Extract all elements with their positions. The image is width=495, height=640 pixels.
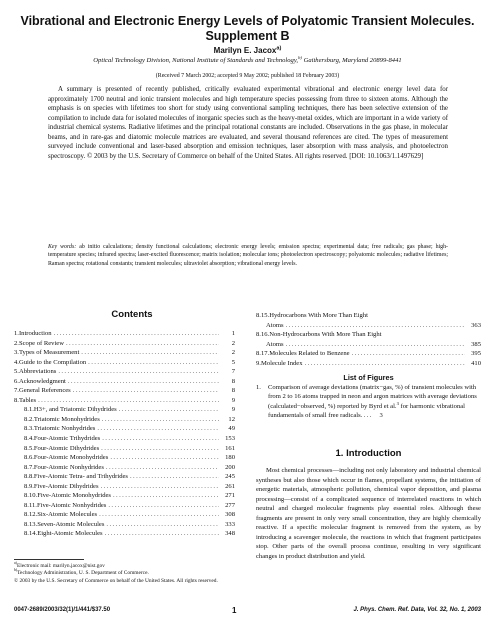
toc-entry-page: 12 — [228, 415, 235, 423]
toc-entry-number: 4. — [14, 358, 19, 366]
toc-entry-number: 8.16. — [256, 331, 270, 339]
toc-entry — [14, 529, 235, 539]
toc-entry-page: 261 — [225, 482, 235, 490]
affiliation-location: Gaithersburg, Maryland 20899-8441 — [301, 57, 402, 64]
contents-heading: Contents — [111, 309, 153, 320]
toc-entry-label: Hydrocarbons With More Than Eight — [269, 312, 368, 319]
toc-entry — [14, 339, 235, 349]
toc-entry-label: Five-Atomic Dihydrides — [33, 482, 99, 490]
toc-leader-dots — [58, 367, 219, 377]
toc-entry — [14, 405, 235, 415]
toc-entry-page: 395 — [471, 350, 481, 358]
toc-entry — [256, 359, 481, 369]
introduction-text: Most chemical processes—including not only laboratory and industrial chemical syntheses but also those which occur in flames, propellant systems, the initiation of energetic materials, atmospheric pollution, chemical vapor deposition, and plasma processing—consist of a complicated sequence of interrelated reactions in which neutral and charged molecular fragments play essential roles. Although these fragments are present in only very small concentration, they are highly chemically reactive. If a specific molecular fragment is removed from the system, as by introducing a scavenger molecule, the reactions in which that fragment participates stop. Other parts of the overall process continue, resulting in very significant changes in product distribution and yield. — [256, 467, 481, 560]
keywords — [48, 243, 448, 268]
introduction-heading: 1. Introduction — [335, 448, 402, 459]
affiliation-superscript: b) — [298, 54, 302, 60]
abstract — [48, 85, 448, 161]
toc-entry-label: Scope of Review — [18, 339, 64, 347]
copyright-line: © 2003 by the U.S. Secretary of Commerce on behalf of the United States. All rights reserved. — [86, 152, 348, 160]
keywords-text: ab initio calculations; density functional calculations; electronic energy levels; emission spectra; experimental data; free radicals; gas phase; high-temperature species; infrared spectra; laser-excited fluorescence; matrix isolation; molecular ions; photoelectron spectroscopy; polyatomic molecules; radiative lifetimes; Raman spectra; rotational constants; transient molecules; ultraviolet absorption; vibrational energy levels. — [48, 244, 448, 267]
toc-leader-dots — [119, 405, 219, 415]
toc-entry-label: Five-Atomic Tetra- and Trihydrides — [33, 473, 128, 481]
toc-entry-number: 5. — [14, 368, 19, 376]
toc-entry-number: 8.11. — [24, 501, 37, 509]
toc-entry-number: 8.14. — [24, 530, 38, 538]
toc-entry — [14, 415, 235, 425]
table-of-contents-right — [256, 311, 481, 368]
toc-leader-dots — [105, 529, 219, 539]
toc-entry-label: Five-Atomic Nonhydrides — [36, 501, 107, 509]
toc-entry-page: 348 — [225, 530, 235, 538]
toc-entry-number: 8.1. — [24, 406, 34, 414]
toc-entry — [14, 520, 235, 530]
toc-leader-dots — [286, 321, 465, 331]
toc-entry-page: 1 — [231, 330, 235, 337]
toc-entry-page: 271 — [225, 492, 235, 500]
toc-entry-number: 8.15. — [256, 312, 270, 319]
toc-entry — [256, 340, 481, 350]
toc-leader-dots — [106, 463, 219, 473]
footnote-email: $^{a)}$Electronic mail: marilyn.jacox@nist.gov — [14, 561, 105, 569]
figure-page: 3 — [379, 412, 383, 420]
toc-entry-number: 8.6. — [24, 454, 34, 462]
toc-entry — [14, 491, 235, 501]
toc-entry-number: 8.3. — [24, 425, 34, 433]
toc-entry — [14, 444, 235, 454]
toc-entry-number: 8.7. — [24, 463, 34, 471]
toc-entry-page: 308 — [225, 511, 235, 519]
footer-issn: 0047-2689/2003/32(1)/1/441/$37.50 — [14, 607, 111, 613]
toc-entry-page: 161 — [225, 444, 235, 452]
toc-entry — [14, 463, 235, 473]
toc-entry-page: 200 — [225, 463, 235, 471]
toc-entry-label: Abbreviations — [18, 368, 57, 376]
toc-leader-dots — [54, 329, 219, 339]
keywords-label: Key words: — [48, 244, 77, 250]
toc-entry — [14, 472, 235, 482]
toc-entry-label: Four-Atomic Trihydrides — [33, 435, 101, 443]
abstract-text: A summary is presented of recently published, critically evaluated experimental vibrational and electronic energy level data for approximately 1700 neutral and ionic transient molecules and high temperature species possessing from three to sixteen atoms. Although the emphasis is on species with lifetimes too short for study using conventional sampling techniques, there has been selective extension of the compilation to include data for isolated molecules of inorganic species such as the heavy-metal oxides, which are important in a wide variety of industrial chemical systems. Radiative lifetimes and the principal rotational constants are included. Observations in the gas phase, in molecular beams, and in rare-gas and diatomic molecule matrices are evaluated, and several thousand references are cited. The types of measurement surveyed include conventional and laser-based absorption and emission techniques, laser absorption with mass analysis, and photoelectron spectroscopy. — [48, 86, 448, 160]
toc-entry-label: Non-Hydrocarbons With More Than Eight — [269, 331, 382, 339]
figure-ref: 3 — [396, 400, 399, 406]
toc-leader-dots — [88, 358, 219, 368]
toc-entry-number: 8.4. — [24, 435, 34, 443]
toc-entry-number: 8.13. — [24, 520, 38, 528]
toc-entry-page: 333 — [225, 520, 235, 528]
toc-entry-label: Types of Measurement — [18, 349, 80, 357]
toc-entry-page: 7 — [231, 368, 235, 376]
toc-entry-label: Molecules Related to Benzene — [269, 350, 350, 358]
toc-leader-dots — [81, 348, 219, 358]
toc-leader-dots — [102, 434, 219, 444]
toc-entry-number: 8.12. — [24, 511, 38, 519]
affiliation-text: Optical Technology Division, National Institute of Standards and Technology, — [93, 57, 299, 64]
footnote-rule — [14, 559, 84, 560]
toc-entry — [14, 424, 235, 434]
toc-entry-label: Seven-Atomic Molecules — [37, 520, 105, 528]
toc-entry-number: 2. — [14, 339, 19, 347]
toc-entry — [256, 349, 481, 359]
table-of-contents-left — [14, 329, 235, 539]
toc-entry-number: 1. — [14, 330, 19, 337]
toc-entry-label: Introduction — [18, 330, 52, 337]
toc-entry-label: Four-Atomic Monohydrides — [33, 454, 109, 462]
toc-leader-dots — [66, 339, 219, 349]
toc-entry-label: Six-Atomic Molecules — [37, 511, 98, 519]
toc-leader-dots — [97, 424, 219, 434]
toc-leader-dots — [108, 501, 219, 511]
toc-entry — [14, 510, 235, 520]
toc-entry-label: Atoms — [266, 321, 284, 329]
toc-entry-number: 7. — [14, 387, 19, 395]
received-dates: (Received 7 March 2002; accepted 9 May 2002; published 18 February 2003) — [155, 73, 340, 79]
toc-entry — [256, 330, 481, 340]
toc-entry — [256, 311, 481, 321]
toc-entry-number: 3. — [14, 349, 19, 357]
toc-entry-label: H3+, and Triatomic Dihydrides — [33, 406, 117, 414]
toc-entry-label: Acknowledgment — [18, 377, 66, 385]
toc-leader-dots — [286, 340, 465, 350]
toc-entry-number: 8.9. — [24, 482, 34, 490]
toc-entry-label: Five-Atomic Monohydrides — [37, 492, 111, 500]
toc-entry-number: 8.8. — [24, 473, 34, 481]
footnotes — [14, 563, 239, 585]
figure-caption-end: for harmonic vibrational fundamentals of small free radicals — [268, 402, 466, 420]
author-name: Marilyn E. Jacox — [213, 46, 277, 55]
toc-entry-page: 245 — [225, 473, 235, 481]
toc-entry — [14, 501, 235, 511]
toc-entry-number: 6. — [14, 377, 19, 385]
toc-entry-label: Triatomic Nonhydrides — [33, 425, 96, 433]
toc-leader-dots — [68, 377, 219, 387]
toc-entry — [14, 453, 235, 463]
toc-entry — [256, 321, 481, 331]
toc-entry — [14, 386, 235, 396]
toc-entry-number: 9. — [256, 359, 261, 367]
toc-leader-dots — [130, 472, 219, 482]
list-of-figures: 1. Comparison of average deviations (matrix−gas, %) of transient molecules with from 2 to 16 atoms trapped in neon and argon matrices with average deviations (calculated−observed, %) reported by Byrd et al.$^3$ for harmonic vibrational fundamentals of small free radicals.... 3 — [256, 384, 477, 420]
toc-entry-page: 5 — [231, 358, 235, 366]
footer-page-number: 1 — [232, 606, 237, 615]
toc-leader-dots — [113, 491, 219, 501]
toc-entry-page: 8 — [231, 387, 235, 395]
affiliation — [20, 54, 475, 64]
toc-leader-dots — [101, 482, 219, 492]
toc-entry — [14, 482, 235, 492]
toc-entry-label: Molecule Index — [260, 359, 303, 367]
toc-entry-page: 277 — [225, 501, 235, 509]
toc-leader-dots — [110, 453, 219, 463]
toc-leader-dots — [352, 349, 465, 359]
figure-caption: Comparison of average deviations (matrix−gas, %) of transient molecules with from 2 to 16 atoms trapped in neon and argon matrices with average deviations (calculated−observed, %) reported by Byrd et al. — [268, 384, 477, 410]
toc-entry-label: Guide to the Compilation — [18, 358, 87, 366]
toc-entry-label: Tables — [18, 396, 37, 404]
toc-entry-number: 8.10. — [24, 492, 38, 500]
toc-entry-page: 2 — [231, 339, 235, 347]
toc-entry-page: 49 — [228, 425, 235, 433]
paper-title: Vibrational and Electronic Energy Levels of Polyatomic Transient Molecules. Supplement B — [20, 14, 475, 43]
toc-entry-label: General References — [18, 387, 71, 395]
toc-leader-dots — [38, 396, 219, 406]
footnote-copyright: © 2003 by the U.S. Secretary of Commerce on behalf of the United States. All rights reserved. — [14, 577, 218, 584]
toc-entry-page: 153 — [225, 435, 235, 443]
footer-journal: J. Phys. Chem. Ref. Data, Vol. 32, No. 1, 2003 — [353, 607, 481, 613]
toc-entry-label: Atoms — [266, 340, 284, 348]
toc-entry — [14, 367, 235, 377]
toc-entry-number: 8.2. — [24, 415, 34, 423]
toc-entry-label: Eight-Atomic Molecules — [37, 530, 103, 538]
toc-entry-page: 9 — [231, 396, 235, 404]
toc-entry-number: 8.17. — [256, 350, 270, 358]
doi: [DOI: 10.1063/1.1497629] — [349, 152, 424, 160]
toc-entry-page: 9 — [231, 406, 235, 414]
toc-entry-page: 180 — [225, 454, 235, 462]
toc-entry — [14, 348, 235, 358]
toc-entry — [14, 358, 235, 368]
toc-entry-page: 2 — [231, 349, 235, 357]
toc-entry-label: Four-Atomic Dihydrides — [33, 444, 100, 452]
toc-leader-dots — [101, 444, 219, 454]
toc-leader-dots — [305, 359, 465, 369]
list-of-figures-heading: List of Figures — [343, 373, 394, 382]
toc-leader-dots — [106, 520, 219, 530]
author-superscript: a) — [276, 45, 282, 52]
toc-entry — [14, 329, 235, 339]
toc-entry — [14, 396, 235, 406]
toc-leader-dots — [73, 386, 219, 396]
toc-leader-dots — [102, 415, 219, 425]
toc-entry-page: 385 — [471, 340, 481, 348]
toc-entry-label: Four-Atomic Nonhydrides — [33, 463, 104, 471]
toc-entry-label: Triatomic Monohydrides — [33, 415, 100, 423]
footnote-affiliation: $^{b)}$Technology Administration, U. S. Department of Commerce. — [14, 568, 149, 577]
toc-entry — [14, 377, 235, 387]
toc-entry-page: 410 — [471, 359, 481, 367]
author-line — [0, 46, 495, 55]
figure-number: 1. — [256, 384, 261, 391]
toc-entry — [14, 434, 235, 444]
toc-entry-page: 363 — [471, 321, 481, 329]
toc-entry-number: 8. — [14, 396, 19, 404]
toc-entry-number: 8.5. — [24, 444, 34, 452]
toc-entry-page: 8 — [231, 377, 235, 385]
toc-leader-dots — [99, 510, 219, 520]
